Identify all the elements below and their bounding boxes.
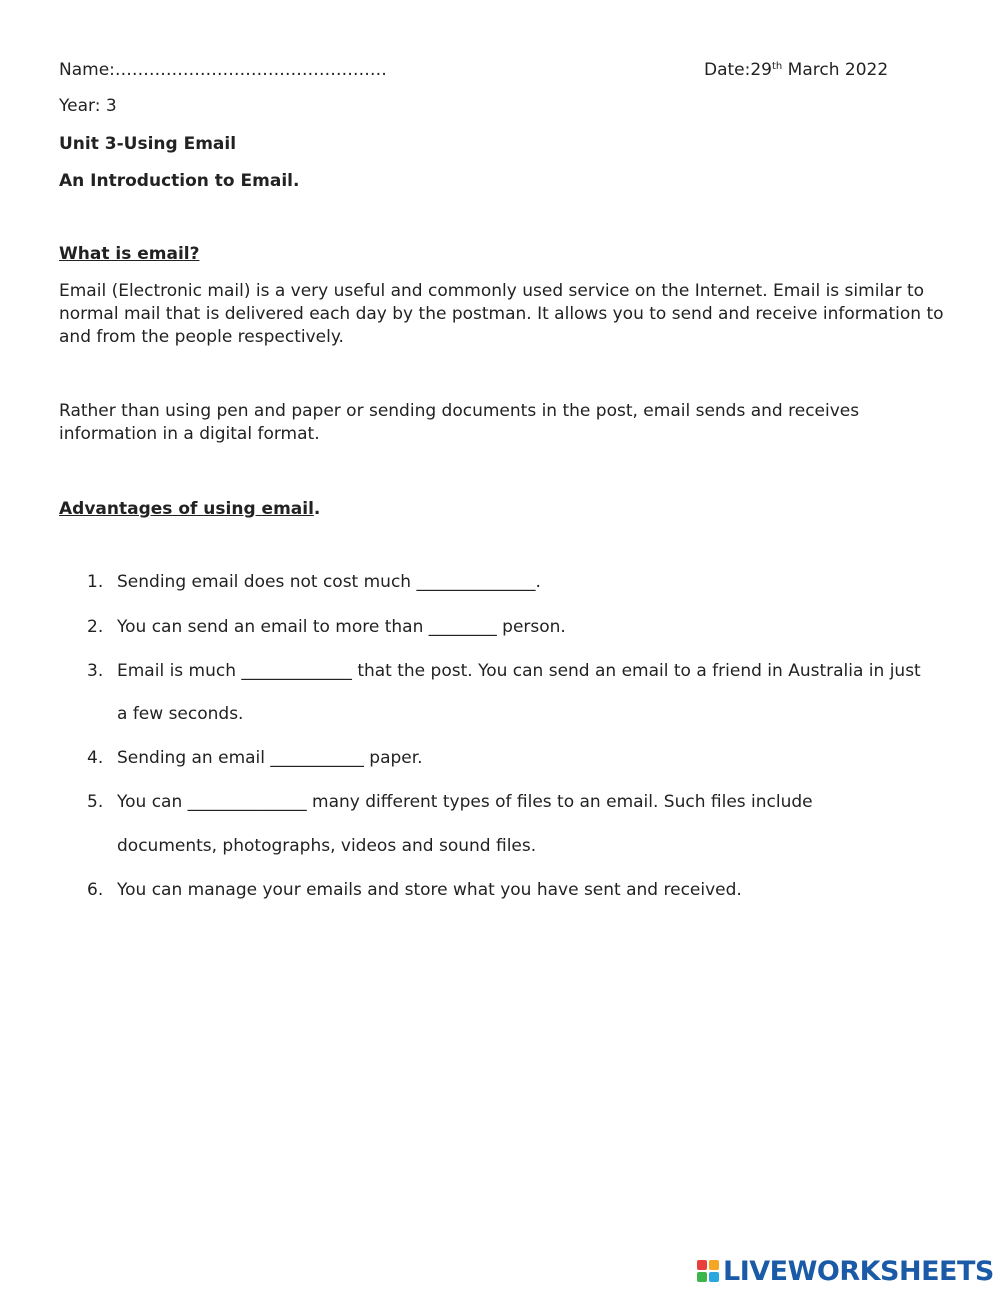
list-item-continuation: a few seconds. xyxy=(117,704,244,724)
list-item-continuation: documents, photographs, videos and sound files. xyxy=(117,836,537,856)
logo-square-icon xyxy=(697,1260,707,1270)
list-item-number: 5. xyxy=(87,792,104,812)
logo-text: LIVEWORKSHEETS xyxy=(723,1255,994,1287)
subtitle: An Introduction to Email. xyxy=(59,171,300,191)
name-label: Name:………………………………………… xyxy=(59,60,387,80)
date-field: Date:29th March 2022 xyxy=(704,60,889,80)
list-item: Sending email does not cost much ______________. xyxy=(117,572,541,592)
list-item-number: 1. xyxy=(87,572,104,592)
paragraph-1: Email (Electronic mail) is a very useful and commonly used service on the Internet. Email is similar to normal mail that is delivered each day by the postman. It allows you to send and receive information to and from the people respectively. xyxy=(59,281,944,347)
list-item: You can ______________ many different types of files to an email. Such files include xyxy=(117,792,813,812)
section-heading-advantages: Advantages of using email. xyxy=(59,499,321,519)
list-item: You can manage your emails and store what you have sent and received. xyxy=(117,880,742,900)
liveworksheets-logo xyxy=(697,1256,994,1286)
paragraph-2: Rather than using pen and paper or sending documents in the post, email sends and receives information in a digital format. xyxy=(59,401,860,444)
list-item-number: 4. xyxy=(87,748,104,768)
logo-square-icon xyxy=(709,1272,719,1282)
list-item: You can send an email to more than ________ person. xyxy=(117,617,566,637)
logo-mark-icon xyxy=(697,1260,719,1282)
year-label: Year: 3 xyxy=(59,96,117,116)
section-heading-what-is-email: What is email? xyxy=(59,244,200,264)
name-field xyxy=(59,59,387,82)
list-item-number: 6. xyxy=(87,880,104,900)
logo-square-icon xyxy=(709,1260,719,1270)
list-item-number: 3. xyxy=(87,661,104,681)
logo-square-icon xyxy=(697,1272,707,1282)
list-item-number: 2. xyxy=(87,617,104,637)
unit-title: Unit 3-Using Email xyxy=(59,134,237,154)
list-item: Sending an email ___________ paper. xyxy=(117,748,423,768)
list-item: Email is much _____________ that the post. You can send an email to a friend in Australia in just xyxy=(117,661,921,681)
